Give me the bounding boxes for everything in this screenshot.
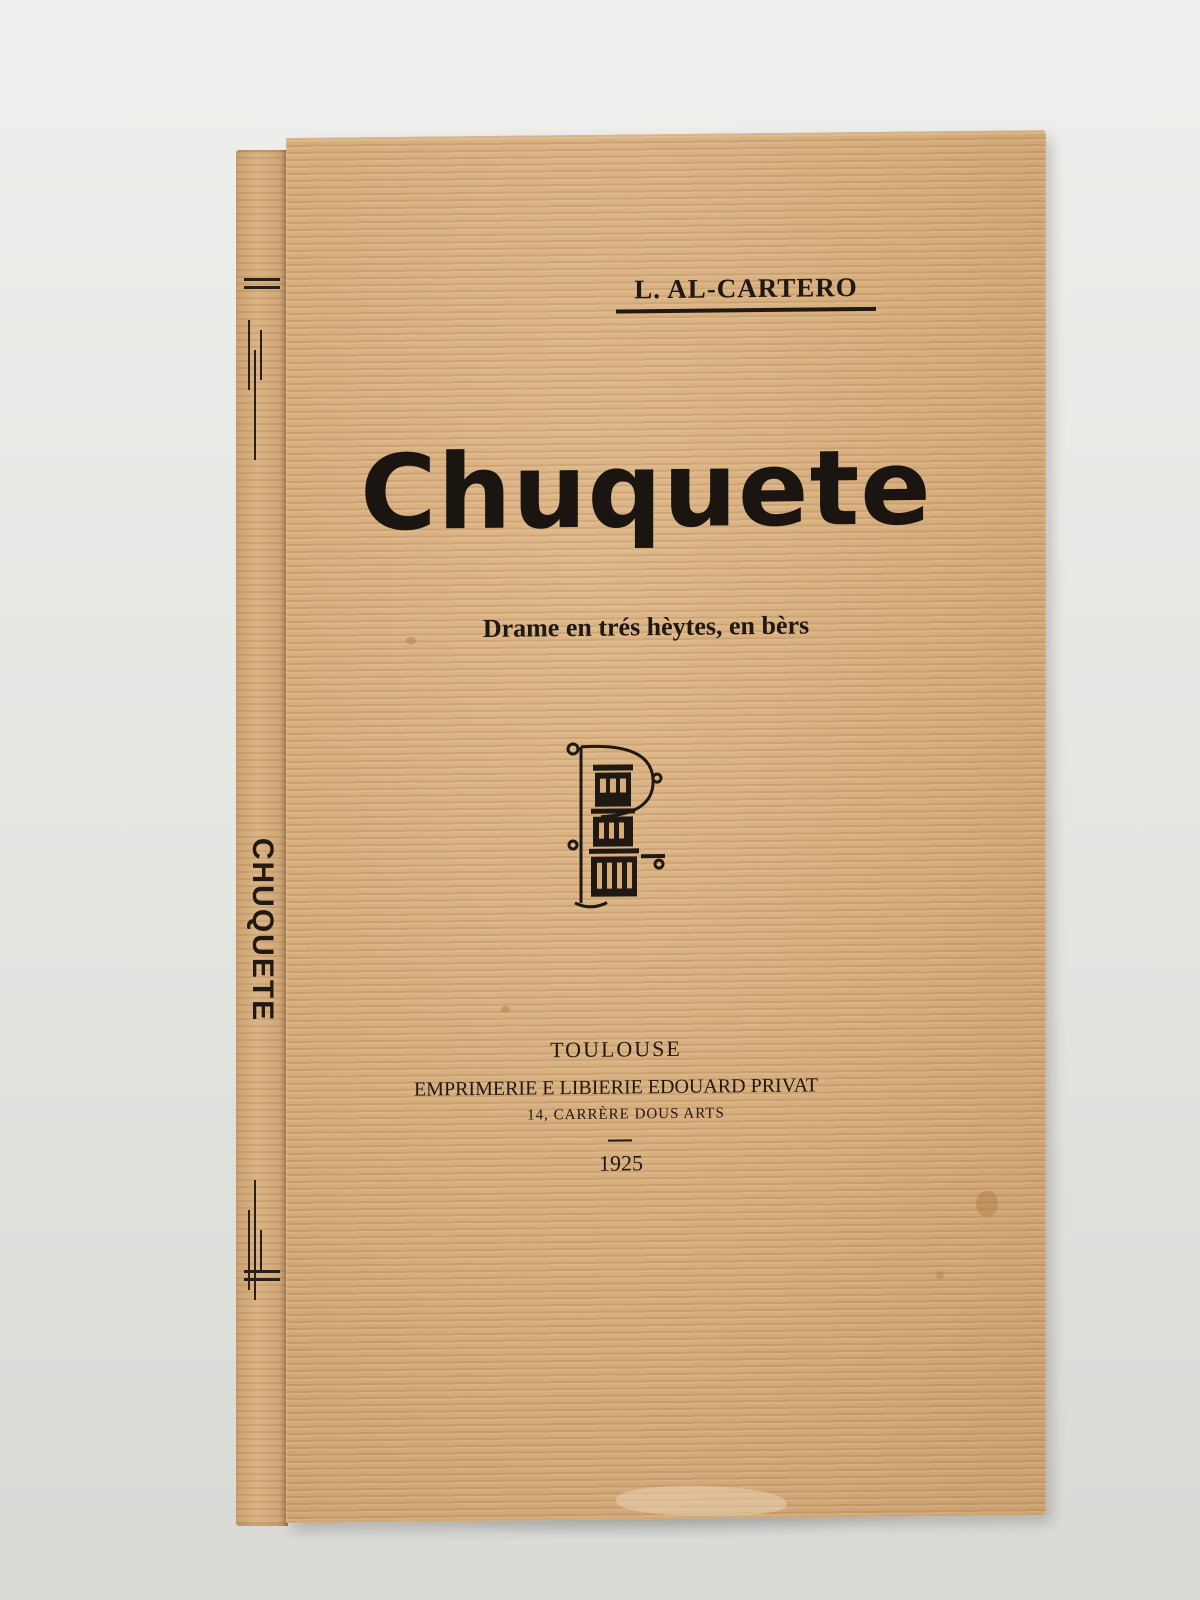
publisher-address: 14, CARRÈRE DOUS ARTS	[527, 1105, 725, 1124]
spine-line	[254, 1180, 256, 1300]
author-block	[616, 272, 876, 314]
spine-rule-bottom-2	[244, 1278, 280, 1281]
ornamental-letter-with-tower-icon	[561, 734, 671, 915]
publication-place: TOULOUSE	[550, 1035, 682, 1063]
book-spine	[236, 150, 288, 1526]
spine-line	[260, 1230, 262, 1270]
author-underline	[616, 307, 876, 314]
spine-line	[254, 350, 256, 460]
spine-rule-top-2	[244, 286, 280, 289]
author-name: L. AL-CARTERO	[634, 272, 858, 305]
book-title: Chuquete	[360, 426, 932, 555]
spine-rule-bottom	[244, 1270, 280, 1273]
foxing-spot	[976, 1191, 998, 1217]
book-cover	[286, 130, 1046, 1523]
foxing-spot	[501, 1006, 510, 1013]
spine-title	[244, 780, 280, 1080]
spine-rule-top	[244, 278, 280, 281]
publisher: EMPRIMERIE E LIBIERIE EDOUARD PRIVAT	[413, 1074, 819, 1101]
book-subtitle: Drame en trés hèytes, en bèrs	[482, 610, 810, 643]
foxing-spot	[936, 1271, 944, 1279]
spine-title-text: CHUQUETE	[246, 837, 279, 1023]
publication-year: 1925	[599, 1150, 643, 1176]
spine-line	[260, 330, 262, 380]
cover-tear	[616, 1485, 786, 1517]
year-dash	[608, 1139, 632, 1141]
spine-line	[248, 320, 250, 390]
